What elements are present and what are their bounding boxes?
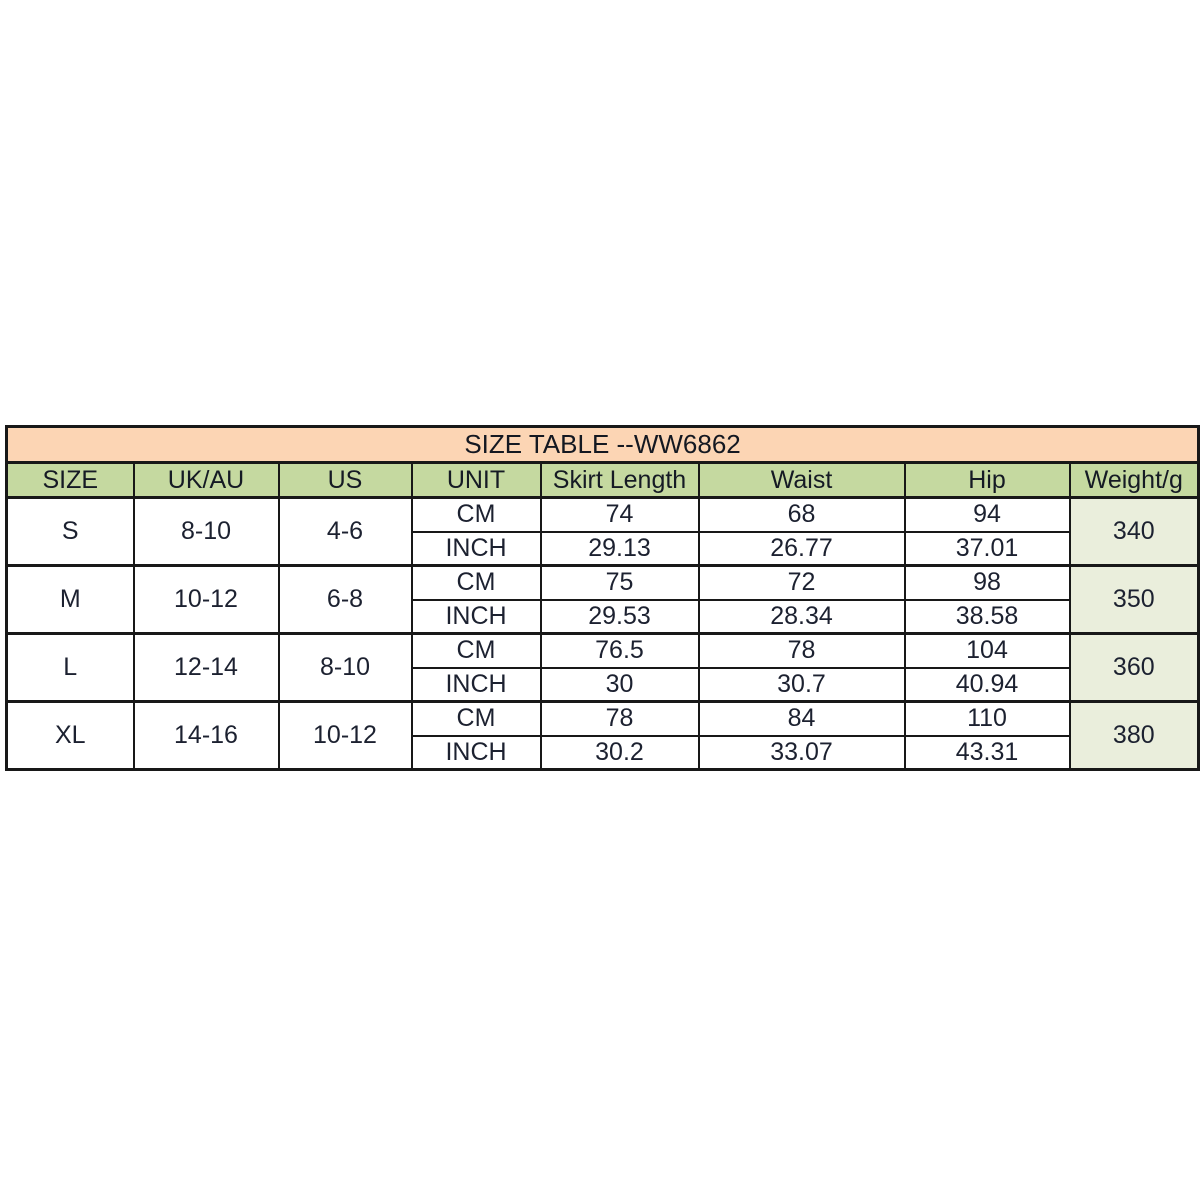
hip-value: 43.31: [905, 736, 1070, 770]
col-header-ukau: UK/AU: [134, 463, 279, 498]
size-label-l: L: [7, 634, 134, 702]
us-value: 10-12: [279, 702, 412, 770]
us-value: 8-10: [279, 634, 412, 702]
unit-label: CM: [412, 566, 541, 600]
waist-value: 84: [699, 702, 905, 736]
ukau-value: 12-14: [134, 634, 279, 702]
unit-label: INCH: [412, 736, 541, 770]
ukau-value: 10-12: [134, 566, 279, 634]
unit-label: CM: [412, 498, 541, 532]
skirt-length-value: 76.5: [541, 634, 699, 668]
col-header-weight: Weight/g: [1070, 463, 1199, 498]
skirt-length-value: 29.53: [541, 600, 699, 634]
col-header-hip: Hip: [905, 463, 1070, 498]
ukau-value: 8-10: [134, 498, 279, 566]
table-row: [7, 498, 1199, 532]
unit-label: CM: [412, 702, 541, 736]
size-label-m: M: [7, 566, 134, 634]
hip-value: 40.94: [905, 668, 1070, 702]
weight-value: 350: [1070, 566, 1199, 634]
table-row: [7, 566, 1199, 600]
hip-value: 94: [905, 498, 1070, 532]
hip-value: 37.01: [905, 532, 1070, 566]
hip-value: 38.58: [905, 600, 1070, 634]
col-header-us: US: [279, 463, 412, 498]
us-value: 6-8: [279, 566, 412, 634]
weight-value: 360: [1070, 634, 1199, 702]
skirt-length-value: 75: [541, 566, 699, 600]
col-header-waist: Waist: [699, 463, 905, 498]
skirt-length-value: 30: [541, 668, 699, 702]
table-title: SIZE TABLE --WW6862: [7, 427, 1199, 463]
col-header-unit: UNIT: [412, 463, 541, 498]
hip-value: 110: [905, 702, 1070, 736]
waist-value: 78: [699, 634, 905, 668]
unit-label: INCH: [412, 532, 541, 566]
waist-value: 30.7: [699, 668, 905, 702]
skirt-length-value: 30.2: [541, 736, 699, 770]
unit-label: INCH: [412, 600, 541, 634]
hip-value: 104: [905, 634, 1070, 668]
ukau-value: 14-16: [134, 702, 279, 770]
waist-value: 68: [699, 498, 905, 532]
unit-label: CM: [412, 634, 541, 668]
size-label-xl: XL: [7, 702, 134, 770]
table-row: [7, 702, 1199, 736]
waist-value: 26.77: [699, 532, 905, 566]
skirt-length-value: 74: [541, 498, 699, 532]
size-table: [5, 425, 1200, 771]
size-label-s: S: [7, 498, 134, 566]
waist-value: 72: [699, 566, 905, 600]
skirt-length-value: 78: [541, 702, 699, 736]
skirt-length-value: 29.13: [541, 532, 699, 566]
us-value: 4-6: [279, 498, 412, 566]
table-title-row: [7, 427, 1199, 463]
waist-value: 28.34: [699, 600, 905, 634]
col-header-size: SIZE: [7, 463, 134, 498]
col-header-skirt-length: Skirt Length: [541, 463, 699, 498]
waist-value: 33.07: [699, 736, 905, 770]
weight-value: 380: [1070, 702, 1199, 770]
table-header-row: [7, 463, 1199, 498]
table-row: [7, 634, 1199, 668]
hip-value: 98: [905, 566, 1070, 600]
weight-value: 340: [1070, 498, 1199, 566]
unit-label: INCH: [412, 668, 541, 702]
